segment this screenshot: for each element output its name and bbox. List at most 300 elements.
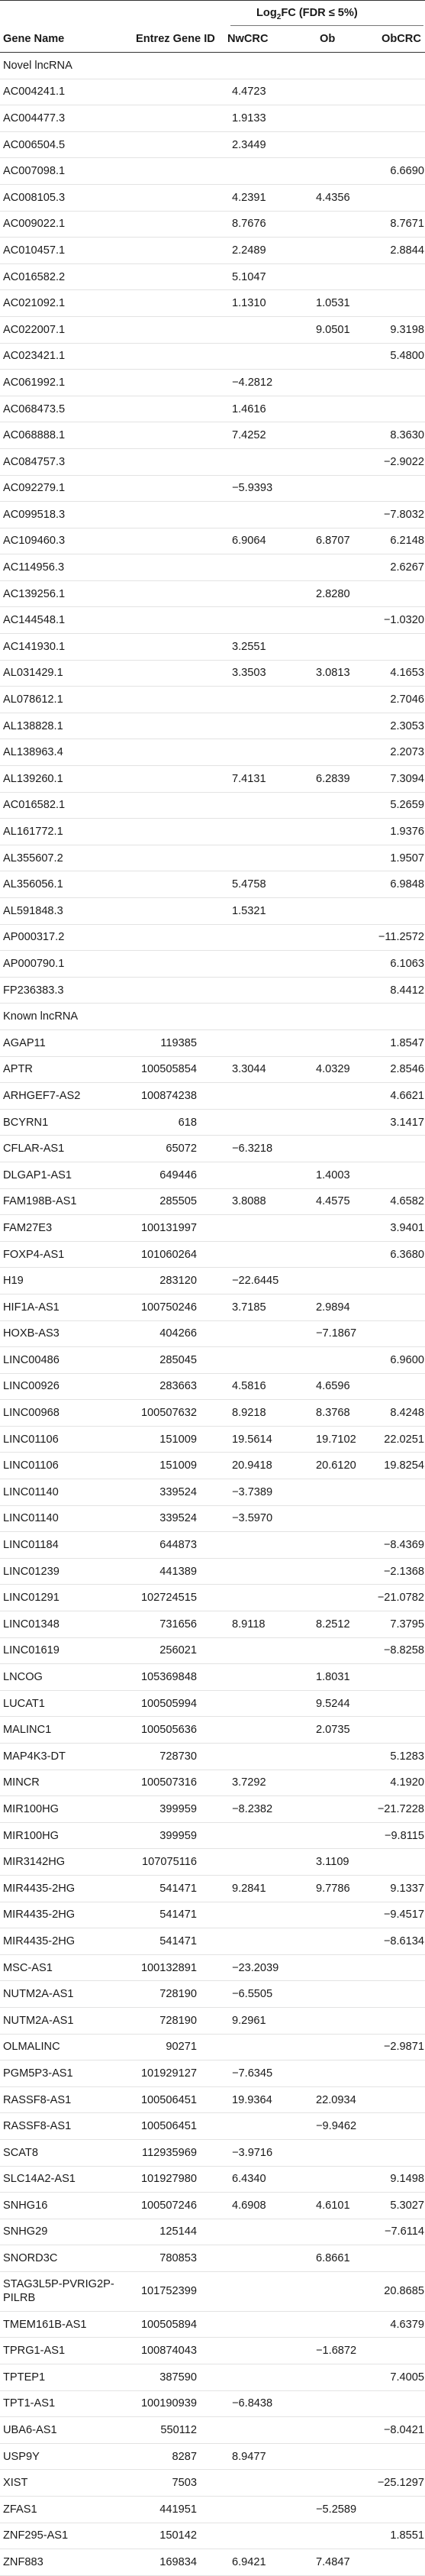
nwcrc-cell: −6.3218	[232, 1143, 273, 1155]
gene-name-cell: LINC01106	[3, 1433, 59, 1446]
gene-name-cell: LINC01239	[3, 1565, 60, 1578]
ob-cell	[316, 1770, 369, 1796]
ob-cell: 8.2512	[316, 1618, 350, 1631]
gene-name-cell: FAM198B-AS1	[3, 1195, 77, 1208]
gene-name-cell: CFLAR-AS1	[3, 1143, 65, 1155]
table-row	[0, 2417, 425, 2444]
entrez-id-cell: 107075116	[142, 1856, 197, 1869]
nwcrc-cell	[232, 2272, 301, 2311]
entrez-id-cell: 101060264	[140, 1248, 197, 1261]
table-row	[0, 370, 425, 396]
table-row	[0, 1136, 425, 1162]
obcrc-cell: 2.8546	[390, 1063, 424, 1076]
entrez-id-cell	[133, 79, 197, 105]
gene-name-cell: AC144548.1	[3, 614, 66, 627]
obcrc-cell: 5.2659	[390, 799, 424, 812]
entrez-id-cell: 100507246	[140, 2199, 197, 2212]
table-row	[0, 105, 425, 132]
nwcrc-cell: 7.4131	[232, 772, 266, 785]
ob-cell: −5.2589	[316, 2503, 357, 2516]
entrez-id-cell: 101927980	[140, 2173, 197, 2186]
gene-name-cell: FAM27E3	[3, 1221, 53, 1234]
ob-cell	[316, 1242, 369, 1268]
obcrc-cell: 8.4248	[390, 1407, 424, 1420]
gene-name-cell: AC004241.1	[3, 86, 66, 99]
nwcrc-cell	[232, 2219, 301, 2245]
gene-name-cell: AC109460.3	[3, 535, 66, 548]
gene-name-cell: AL078612.1	[3, 693, 63, 706]
table-row	[0, 1030, 425, 1057]
obcrc-cell: 2.7046	[390, 693, 424, 706]
table-row	[0, 1453, 425, 1479]
table-row	[0, 1215, 425, 1242]
nwcrc-cell	[232, 2338, 301, 2364]
column-header-entrez-id: Entrez Gene ID	[136, 33, 215, 45]
gene-name-cell: AC022007.1	[3, 323, 66, 336]
gene-name-cell: LUCAT1	[3, 1697, 45, 1710]
obcrc-cell: −8.8258	[383, 1644, 424, 1657]
table-row	[0, 238, 425, 264]
ob-cell: 4.6101	[316, 2199, 350, 2212]
obcrc-cell	[380, 1294, 424, 1320]
entrez-id-cell: 100505636	[140, 1724, 197, 1737]
entrez-id-cell: 399959	[159, 1829, 197, 1842]
nwcrc-cell	[232, 1664, 301, 1690]
nwcrc-cell	[232, 739, 301, 765]
nwcrc-cell	[232, 687, 301, 713]
table-row	[0, 1928, 425, 1955]
gene-name-cell: MIR4435-2HG	[3, 1882, 76, 1895]
ob-cell	[316, 845, 369, 871]
obcrc-cell: 9.1498	[390, 2173, 424, 2186]
table-row	[0, 1083, 425, 1110]
gene-name-cell: AC141930.1	[3, 640, 66, 653]
obcrc-cell: 4.6379	[390, 2318, 424, 2331]
obcrc-cell: −25.1297	[377, 2477, 424, 2490]
nwcrc-cell	[232, 1083, 301, 1109]
table-row	[0, 2167, 425, 2193]
nwcrc-cell: 1.1310	[232, 297, 266, 310]
obcrc-cell	[380, 581, 424, 607]
obcrc-cell	[380, 2008, 424, 2034]
obcrc-cell	[380, 1162, 424, 1188]
gene-name-cell: AC139256.1	[3, 587, 66, 600]
obcrc-cell: −7.6114	[384, 2225, 424, 2238]
gene-name-cell: TPTEP1	[3, 2371, 46, 2384]
entrez-id-cell: 283120	[159, 1275, 197, 1288]
table-row	[0, 344, 425, 370]
table-row	[0, 1057, 425, 1084]
nwcrc-cell	[232, 1215, 301, 1241]
obcrc-cell	[380, 2549, 424, 2575]
ob-cell	[316, 1347, 369, 1373]
nwcrc-cell	[232, 1928, 301, 1954]
ob-cell	[316, 476, 369, 502]
table-row	[0, 1717, 425, 1744]
entrez-id-cell	[133, 264, 197, 290]
gene-name-cell: AC068888.1	[3, 429, 66, 442]
entrez-id-cell	[133, 713, 197, 739]
obcrc-cell	[380, 2444, 424, 2470]
obcrc-cell: −2.9871	[383, 2041, 424, 2054]
table-row	[0, 396, 425, 423]
table-row	[0, 2035, 425, 2061]
table-row	[0, 1955, 425, 1982]
ob-cell	[316, 449, 369, 475]
entrez-id-cell: 728190	[159, 1988, 197, 2001]
gene-name-cell: LINC01184	[3, 1539, 59, 1552]
nwcrc-cell	[232, 1110, 301, 1136]
gene-name-cell: MSC-AS1	[3, 1961, 53, 1974]
column-header-obcrc: ObCRC	[382, 33, 421, 45]
table-row	[0, 2113, 425, 2140]
entrez-id-cell: 112935969	[142, 2146, 197, 2159]
table-row	[0, 2391, 425, 2418]
entrez-id-cell: 399959	[159, 1802, 197, 1815]
nwcrc-cell	[232, 581, 301, 607]
nwcrc-cell: 8.7676	[232, 218, 266, 231]
obcrc-cell: 7.3795	[390, 1618, 424, 1631]
table-row	[0, 581, 425, 608]
obcrc-cell: −8.4369	[383, 1539, 424, 1552]
entrez-id-cell: 541471	[159, 1909, 197, 1921]
table-row	[0, 2338, 425, 2364]
obcrc-cell	[380, 1506, 424, 1532]
gene-name-cell: LINC00926	[3, 1380, 60, 1393]
table-row	[0, 1876, 425, 1902]
nwcrc-cell	[232, 1347, 301, 1373]
gene-name-cell: STAG3L5P-PVRIG2P-PILRB	[3, 2278, 114, 2305]
ob-cell: −7.1867	[316, 1327, 357, 1340]
gene-name-cell: SNHG16	[3, 2199, 48, 2212]
nwcrc-cell	[232, 1242, 301, 1268]
nwcrc-cell: 5.4758	[232, 878, 266, 891]
entrez-id-cell: 100505894	[140, 2318, 197, 2331]
ob-cell: 3.0813	[316, 667, 350, 680]
gene-name-cell: MINCR	[3, 1776, 40, 1789]
table-row	[0, 1479, 425, 1506]
obcrc-cell: −9.4517	[383, 1909, 424, 1921]
obcrc-cell: 3.1417	[390, 1116, 424, 1129]
entrez-id-cell: 441951	[159, 2503, 197, 2516]
entrez-id-cell	[133, 449, 197, 475]
entrez-id-cell	[133, 422, 197, 448]
ob-cell: 3.1109	[316, 1856, 349, 1869]
obcrc-cell: −1.0320	[383, 614, 424, 627]
entrez-id-cell: 541471	[159, 1882, 197, 1895]
ob-cell: −9.9462	[316, 2120, 357, 2133]
ob-cell	[316, 1083, 369, 1109]
table-row	[0, 2364, 425, 2391]
table-row	[0, 317, 425, 344]
ob-cell: 2.0735	[316, 1724, 350, 1737]
nwcrc-cell	[232, 554, 301, 580]
obcrc-cell	[380, 1136, 424, 1162]
entrez-id-cell: 100131997	[140, 1221, 197, 1234]
gene-name-cell: AP000790.1	[3, 957, 65, 970]
section-row	[0, 1004, 425, 1030]
table-row	[0, 1823, 425, 1850]
obcrc-cell	[380, 1955, 424, 1981]
table-row	[0, 79, 425, 106]
nwcrc-cell: −6.5505	[232, 1988, 273, 2001]
nwcrc-cell: 4.6908	[232, 2199, 266, 2212]
ob-cell	[316, 1136, 369, 1162]
table-row	[0, 1268, 425, 1294]
gene-name-cell: MAP4K3-DT	[3, 1750, 66, 1763]
entrez-id-cell: 339524	[159, 1485, 197, 1498]
nwcrc-cell	[232, 1849, 301, 1875]
ob-cell: 22.0934	[316, 2093, 356, 2106]
obcrc-cell	[380, 2060, 424, 2086]
entrez-id-cell	[133, 554, 197, 580]
nwcrc-cell	[232, 317, 301, 343]
table-row	[0, 713, 425, 740]
obcrc-cell	[380, 2497, 424, 2523]
ob-cell	[316, 2140, 369, 2166]
obcrc-cell	[380, 2338, 424, 2364]
obcrc-cell	[380, 2140, 424, 2166]
table-row	[0, 2549, 425, 2576]
entrez-id-cell: 728190	[159, 2014, 197, 2027]
obcrc-cell	[380, 370, 424, 396]
entrez-id-cell: 441389	[159, 1565, 197, 1578]
entrez-id-cell: 150142	[159, 2529, 197, 2542]
obcrc-cell: 22.0251	[384, 1433, 424, 1446]
entrez-id-cell: 101752399	[140, 2285, 197, 2298]
gene-name-cell: XIST	[3, 2477, 28, 2490]
obcrc-cell: 8.4412	[390, 984, 424, 997]
entrez-id-cell: 339524	[159, 1512, 197, 1525]
entrez-id-cell: 100506451	[140, 2120, 197, 2133]
table-row	[0, 1506, 425, 1533]
entrez-id-cell: 105369848	[140, 1671, 197, 1684]
ob-cell	[316, 2364, 369, 2390]
gene-name-cell: RASSF8-AS1	[3, 2093, 72, 2106]
nwcrc-cell: 3.2551	[232, 640, 266, 653]
nwcrc-cell	[232, 2035, 301, 2060]
gene-name-cell: AC006504.5	[3, 138, 66, 151]
nwcrc-cell: −3.5970	[232, 1512, 273, 1525]
obcrc-cell	[380, 1268, 424, 1294]
table-body	[0, 53, 425, 2576]
entrez-id-cell: 731656	[159, 1618, 197, 1631]
entrez-id-cell: 285505	[159, 1195, 197, 1208]
table-row	[0, 528, 425, 555]
obcrc-cell: 4.6621	[390, 1089, 424, 1102]
nwcrc-cell: 4.2391	[232, 191, 266, 204]
ob-cell	[316, 2272, 369, 2311]
table-row	[0, 1162, 425, 1189]
gene-name-cell: AGAP11	[3, 1036, 46, 1049]
table-row	[0, 1321, 425, 1348]
nwcrc-cell	[232, 2497, 301, 2523]
gene-name-cell: MIR4435-2HG	[3, 1934, 76, 1947]
ob-cell: −1.6872	[316, 2345, 357, 2358]
section-label: Novel lncRNA	[3, 59, 72, 72]
obcrc-cell	[380, 185, 424, 211]
ob-cell	[316, 1532, 369, 1558]
obcrc-cell	[380, 264, 424, 290]
ob-cell: 20.6120	[316, 1459, 356, 1472]
ob-cell	[316, 1479, 369, 1505]
nwcrc-cell: 3.3044	[232, 1063, 266, 1076]
gene-name-cell: HOXB-AS3	[3, 1327, 60, 1340]
obcrc-cell	[380, 1479, 424, 1505]
entrez-id-cell: 151009	[159, 1459, 197, 1472]
obcrc-cell	[380, 79, 424, 105]
ob-cell	[316, 2444, 369, 2470]
gene-name-cell: ARHGEF7-AS2	[3, 1089, 81, 1102]
gene-name-cell: AC010457.1	[3, 244, 66, 257]
ob-cell	[316, 132, 369, 158]
ob-cell	[316, 1638, 369, 1664]
entrez-id-cell	[133, 344, 197, 370]
table-row	[0, 898, 425, 925]
ob-cell: 2.9894	[316, 1301, 350, 1314]
ob-cell	[316, 1744, 369, 1770]
gene-name-cell: NUTM2A-AS1	[3, 1988, 74, 2001]
table-row	[0, 1638, 425, 1665]
gene-name-cell: LINC01291	[3, 1592, 60, 1605]
gene-name-cell: LINC01619	[3, 1644, 60, 1657]
obcrc-cell: 5.4800	[390, 350, 424, 363]
table-row	[0, 1691, 425, 1718]
ob-cell: 8.3768	[316, 1407, 350, 1420]
nwcrc-cell	[232, 344, 301, 370]
nwcrc-cell: −8.2382	[232, 1802, 273, 1815]
entrez-id-cell	[133, 317, 197, 343]
entrez-id-cell: 100874043	[140, 2345, 197, 2358]
nwcrc-cell: 9.2961	[232, 2014, 266, 2027]
obcrc-cell	[380, 396, 424, 422]
entrez-id-cell: 550112	[160, 2424, 197, 2437]
entrez-id-cell: 100505854	[140, 1063, 197, 1076]
ob-cell: 4.0329	[316, 1063, 350, 1076]
obcrc-cell: 1.9507	[390, 852, 424, 865]
nwcrc-cell: 20.9418	[232, 1459, 272, 1472]
ob-cell	[316, 158, 369, 184]
column-header-nwcrc: NwCRC	[227, 33, 269, 45]
table-row	[0, 290, 425, 317]
entrez-id-cell: 283663	[159, 1380, 197, 1393]
table-row	[0, 2087, 425, 2114]
gene-name-cell: AC068473.5	[3, 402, 66, 415]
gene-name-cell: SNORD3C	[3, 2252, 58, 2265]
table-row	[0, 871, 425, 898]
table-row	[0, 1770, 425, 1797]
nwcrc-cell: −6.8438	[232, 2397, 273, 2410]
gene-name-cell: USP9Y	[3, 2450, 40, 2463]
entrez-id-cell: 780853	[159, 2252, 197, 2265]
obcrc-cell	[380, 1691, 424, 1717]
entrez-id-cell	[133, 105, 197, 131]
table-row	[0, 793, 425, 819]
nwcrc-cell	[232, 158, 301, 184]
obcrc-cell: 2.8844	[390, 244, 424, 257]
table-row	[0, 2193, 425, 2219]
gene-name-cell: LINC00486	[3, 1353, 60, 1366]
obcrc-cell: −21.0782	[377, 1592, 424, 1605]
ob-cell: 6.8661	[316, 2252, 350, 2265]
ob-cell	[316, 238, 369, 263]
entrez-id-cell: 387590	[159, 2371, 197, 2384]
obcrc-cell: 1.8547	[390, 1036, 424, 1049]
gene-name-cell: PGM5P3-AS1	[3, 2067, 73, 2080]
gene-name-cell: FOXP4-AS1	[3, 1248, 65, 1261]
obcrc-cell: 2.2073	[390, 746, 424, 759]
obcrc-cell: 2.6267	[390, 561, 424, 574]
table-row	[0, 2312, 425, 2338]
ob-cell	[316, 793, 369, 819]
table-row	[0, 1796, 425, 1823]
nwcrc-cell	[232, 1691, 301, 1717]
nwcrc-cell	[232, 1321, 301, 1347]
table-row	[0, 925, 425, 952]
column-header-row	[0, 26, 425, 53]
table-row	[0, 2272, 425, 2312]
ob-cell: 9.5244	[316, 1697, 350, 1710]
entrez-id-cell: 125144	[159, 2225, 197, 2238]
ob-cell	[316, 554, 369, 580]
obcrc-cell: −8.6134	[383, 1934, 424, 1947]
obcrc-cell	[380, 1664, 424, 1690]
table-row	[0, 1532, 425, 1559]
ob-cell	[316, 2167, 369, 2193]
nwcrc-cell	[232, 819, 301, 845]
table-row	[0, 2470, 425, 2497]
obcrc-cell: 8.7671	[390, 218, 424, 231]
table-row	[0, 766, 425, 793]
ob-cell: 7.4847	[316, 2556, 350, 2569]
nwcrc-cell	[232, 1638, 301, 1664]
entrez-id-cell: 649446	[159, 1168, 197, 1181]
ob-cell	[316, 1585, 369, 1611]
entrez-id-cell	[133, 845, 197, 871]
nwcrc-cell	[232, 793, 301, 819]
entrez-id-cell: 256021	[159, 1644, 197, 1657]
gene-name-cell: SLC14A2-AS1	[3, 2173, 76, 2186]
entrez-id-cell	[133, 661, 197, 687]
obcrc-cell: −2.9022	[383, 455, 424, 468]
entrez-id-cell	[133, 476, 197, 502]
entrez-id-cell: 100505994	[140, 1697, 197, 1710]
entrez-id-cell: 100507632	[140, 1407, 197, 1420]
nwcrc-cell: 3.8088	[232, 1195, 266, 1208]
entrez-id-cell	[133, 528, 197, 554]
gene-name-cell: AC061992.1	[3, 376, 66, 389]
nwcrc-cell: −3.7389	[232, 1485, 273, 1498]
table-row	[0, 158, 425, 185]
entrez-id-cell: 65072	[166, 1143, 197, 1155]
nwcrc-cell: 2.2489	[232, 244, 266, 257]
nwcrc-cell	[232, 449, 301, 475]
table-row	[0, 1374, 425, 1401]
entrez-id-cell	[133, 766, 197, 792]
ob-cell	[316, 898, 369, 924]
ob-cell	[316, 1215, 369, 1241]
ob-cell	[316, 951, 369, 977]
entrez-id-cell	[133, 290, 197, 316]
gene-name-cell: AC016582.1	[3, 799, 66, 812]
entrez-id-cell	[133, 581, 197, 607]
nwcrc-cell	[232, 2417, 301, 2443]
nwcrc-cell: 8.9477	[232, 2450, 266, 2463]
entrez-id-cell: 90271	[166, 2041, 197, 2054]
gene-name-cell: LINC01106	[3, 1459, 59, 1472]
gene-name-cell: LINC01140	[3, 1512, 59, 1525]
ob-cell	[316, 2417, 369, 2443]
